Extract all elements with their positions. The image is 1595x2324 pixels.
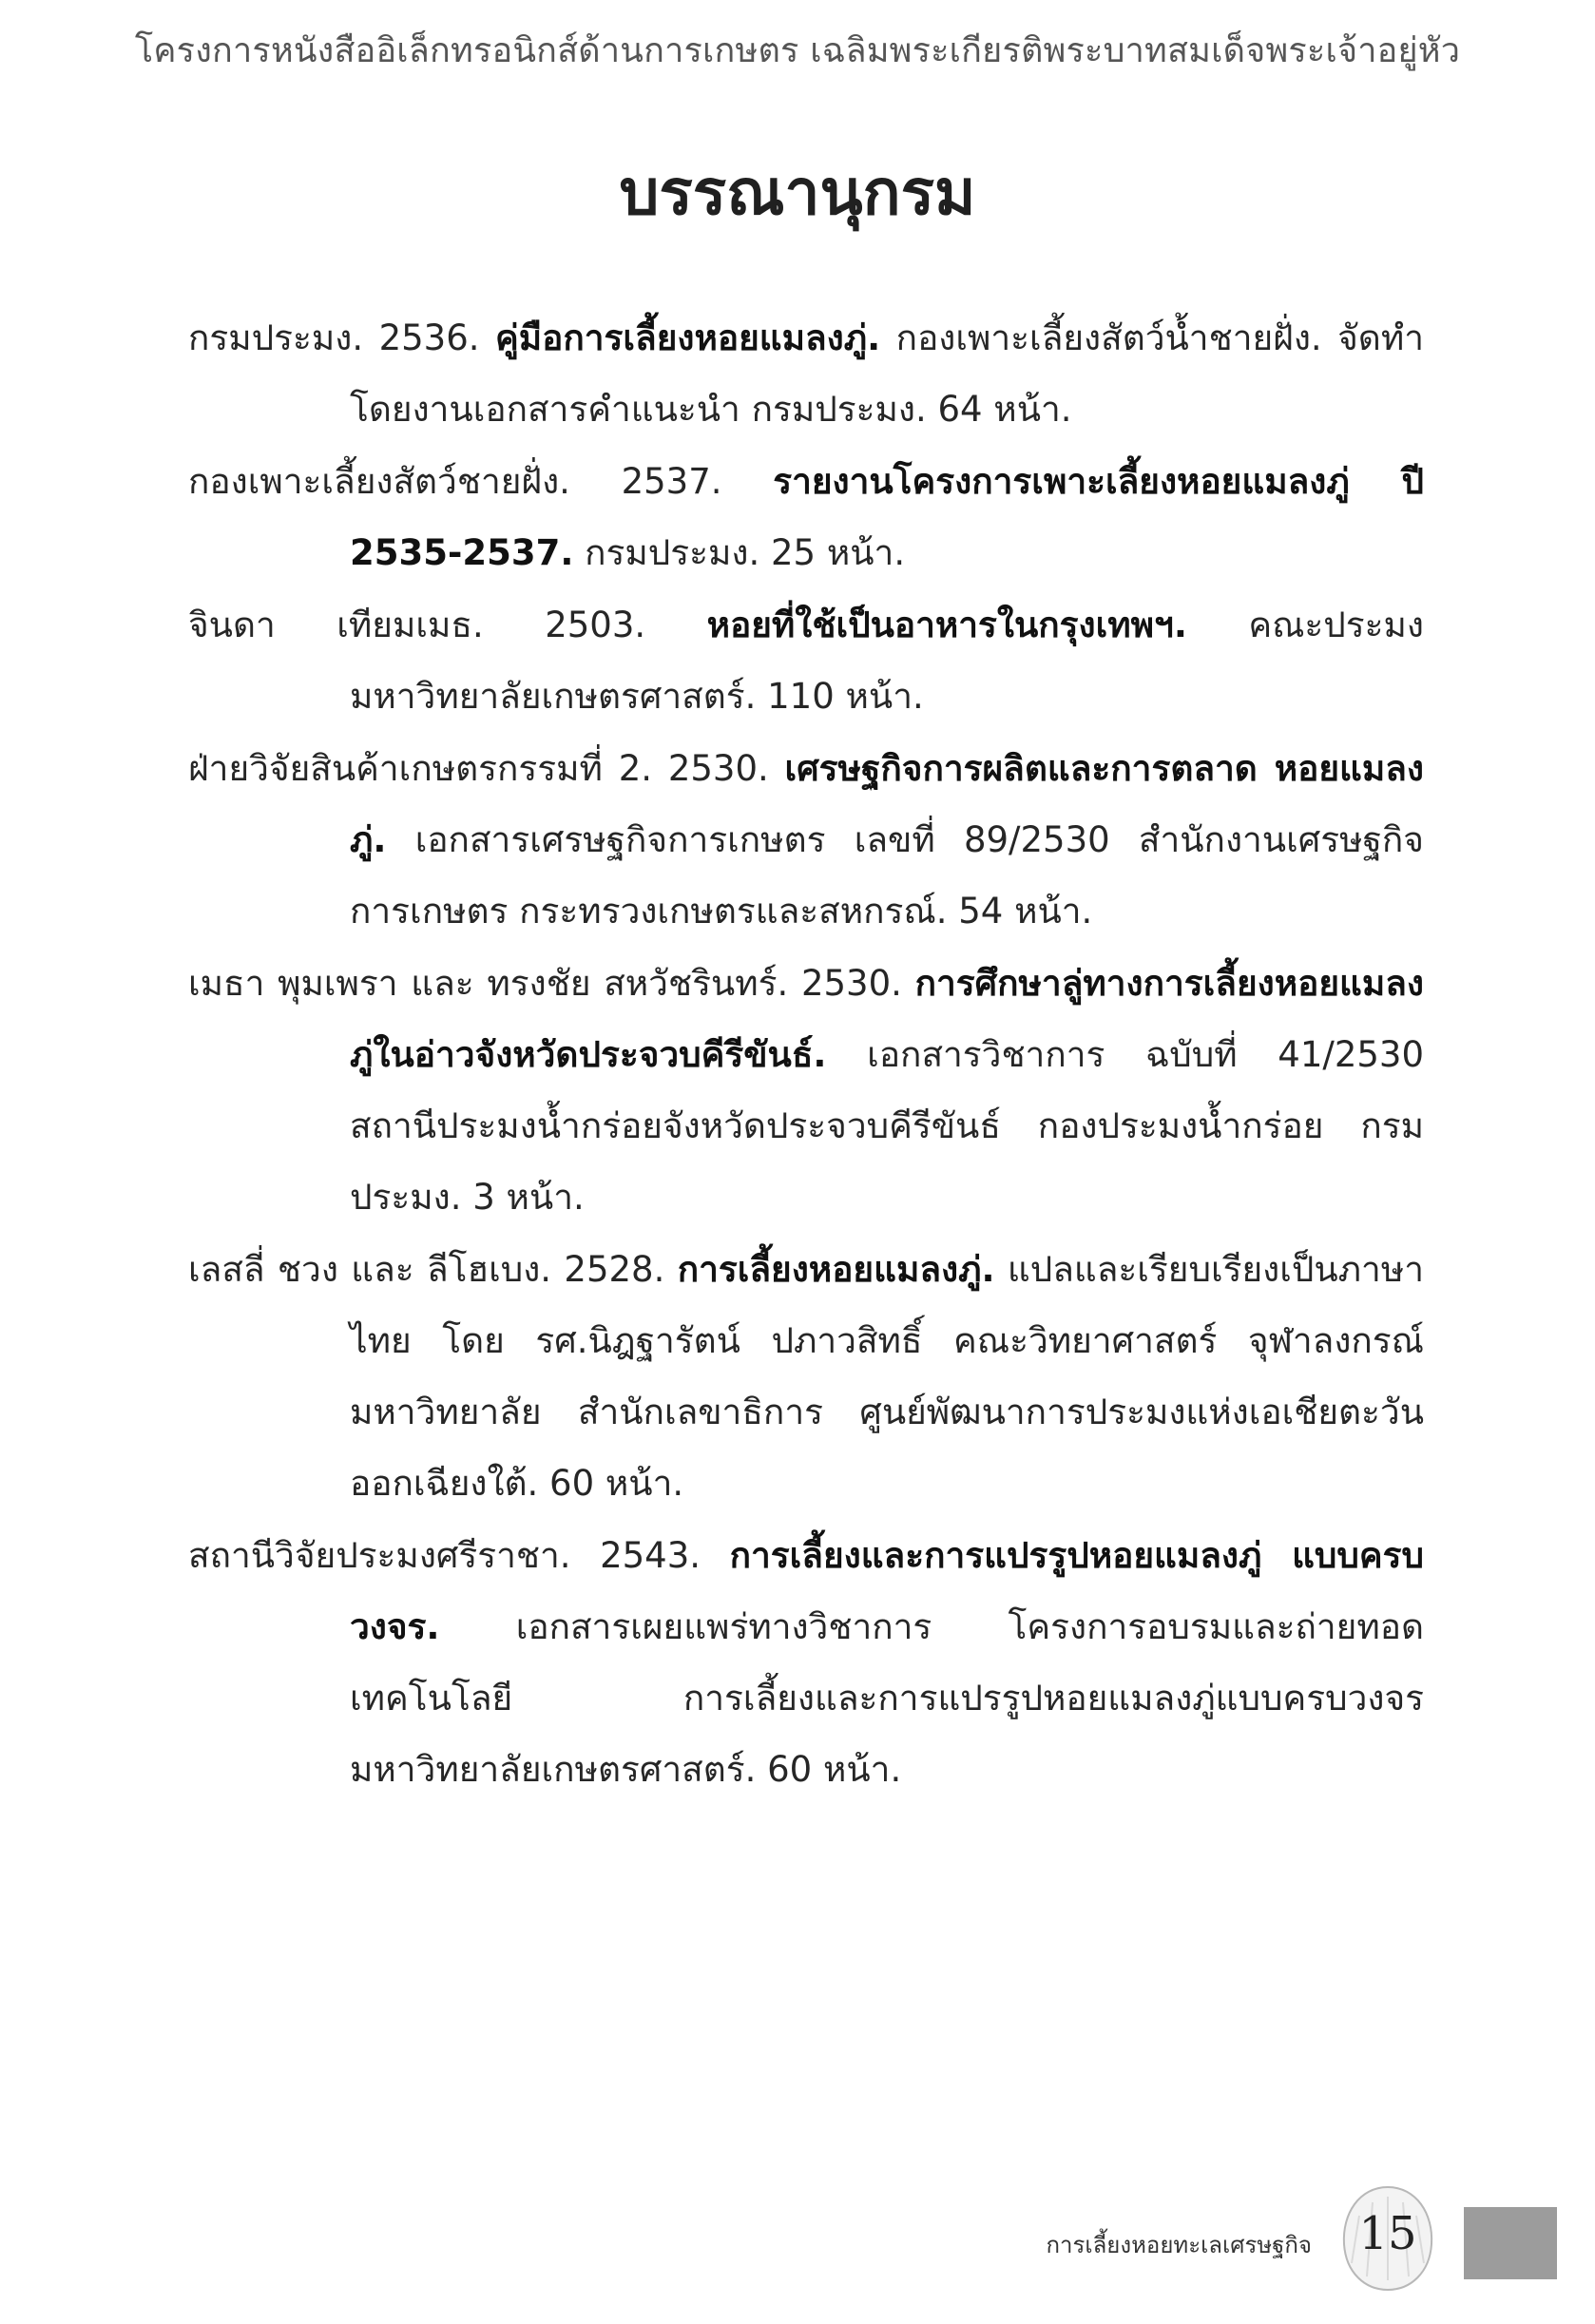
bibliography-entry xyxy=(188,1520,1424,1805)
bibliography-entry xyxy=(188,948,1424,1233)
entry-title: รายงานโครงการเพาะเลี้ยงหอยแมลงภู่ ปี 2535-2537. xyxy=(350,461,1425,573)
entry-title: คู่มือการเลี้ยงหอยแมลงภู่. xyxy=(495,317,881,358)
entry-title: หอยที่ใช้เป็นอาหารในกรุงเทพฯ. xyxy=(706,605,1187,645)
entry-author-year: เลสลี่ ชวง และ ลีโฮเบง. 2528. xyxy=(188,1249,678,1290)
entry-title: การเลี้ยงและการแปรรูปหอยแมลงภู่ แบบครบวงจร. xyxy=(350,1535,1424,1647)
bibliography-entry xyxy=(188,1234,1424,1519)
entry-publication: เอกสารวิชาการ ฉบับที่ 41/2530 สถานีประมงน้ำกร่อยจังหวัดประจวบคีรีขันธ์ กองประมงน้ำกร่อย กรมประมง. 3 หน้า. xyxy=(350,1034,1424,1218)
footer-book-title: การเลี้ยงหอยทะเลเศรษฐกิจ xyxy=(1046,2232,1312,2258)
entry-publication: แปลและเรียบเรียงเป็นภาษาไทย โดย รศ.นิฎฐารัตน์ ปภาวสิทธิ์ คณะวิทยาศาสตร์ จุฬาลงกรณ์มหาวิทยาลัย สำนักเลขาธิการ ศูนย์พัฒนาการประมงแห่งเอเชียตะวันออกเฉียงใต้. 60 หน้า. xyxy=(350,1249,1424,1504)
entry-publication: กรมประมง. 25 หน้า. xyxy=(573,532,906,573)
entry-author-year: ฝ่ายวิจัยสินค้าเกษตรกรรมที่ 2. 2530. xyxy=(188,748,785,789)
entry-publication: คณะประมง มหาวิทยาลัยเกษตรศาสตร์. 110 หน้า. xyxy=(350,605,1424,717)
entry-author-year: เมธา พุมเพรา และ ทรงชัย สหวัชรินทร์. 2530. xyxy=(188,963,915,1004)
bibliography-list xyxy=(188,302,1424,1806)
entry-author-year: สถานีวิจัยประมงศรีราชา. 2543. xyxy=(188,1535,730,1576)
corner-tab xyxy=(1464,2207,1557,2279)
entry-title: เศรษฐกิจการผลิตและการตลาด หอยแมลงภู่. xyxy=(350,748,1425,860)
running-header: โครงการหนังสืออิเล็กทรอนิกส์ด้านการเกษตร เฉลิมพระเกียรติพระบาทสมเด็จพระเจ้าอยู่หัว xyxy=(134,31,1461,70)
entry-publication: กองเพาะเลี้ยงสัตว์น้ำชายฝั่ง. จัดทำโดยงานเอกสารคำแนะนำ กรมประมง. 64 หน้า. xyxy=(350,317,1425,430)
bibliography-entry xyxy=(188,446,1424,588)
page-number: 15 xyxy=(1358,2207,1417,2260)
entry-publication: เอกสารเศรษฐกิจการเกษตร เลขที่ 89/2530 สำนักงานเศรษฐกิจการเกษตร กระทรวงเกษตรและสหกรณ์. 54 หน้า. xyxy=(350,819,1424,932)
page-title: บรรณานุกรม xyxy=(619,156,976,229)
bibliography-entry xyxy=(188,733,1424,947)
bibliography-entry xyxy=(188,589,1424,732)
entry-author-year: กองเพาะเลี้ยงสัตว์ชายฝั่ง. 2537. xyxy=(188,461,774,502)
bibliography-entry xyxy=(188,302,1424,445)
entry-publication: เอกสารเผยแพร่ทางวิชาการ โครงการอบรมและถ่ายทอดเทคโนโลยี การเลี้ยงและการแปรรูปหอยแมลงภู่แบบครบวงจร มหาวิทยาลัยเกษตรศาสตร์. 60 หน้า. xyxy=(350,1606,1424,1790)
entry-author-year: จินดา เทียมเมธ. 2503. xyxy=(188,605,707,645)
entry-author-year: กรมประมง. 2536. xyxy=(188,317,495,358)
entry-title: การเลี้ยงหอยแมลงภู่. xyxy=(677,1249,995,1290)
entry-title: การศึกษาลู่ทางการเลี้ยงหอยแมลงภู่ในอ่าวจังหวัดประจวบคีรีขันธ์. xyxy=(350,963,1424,1075)
